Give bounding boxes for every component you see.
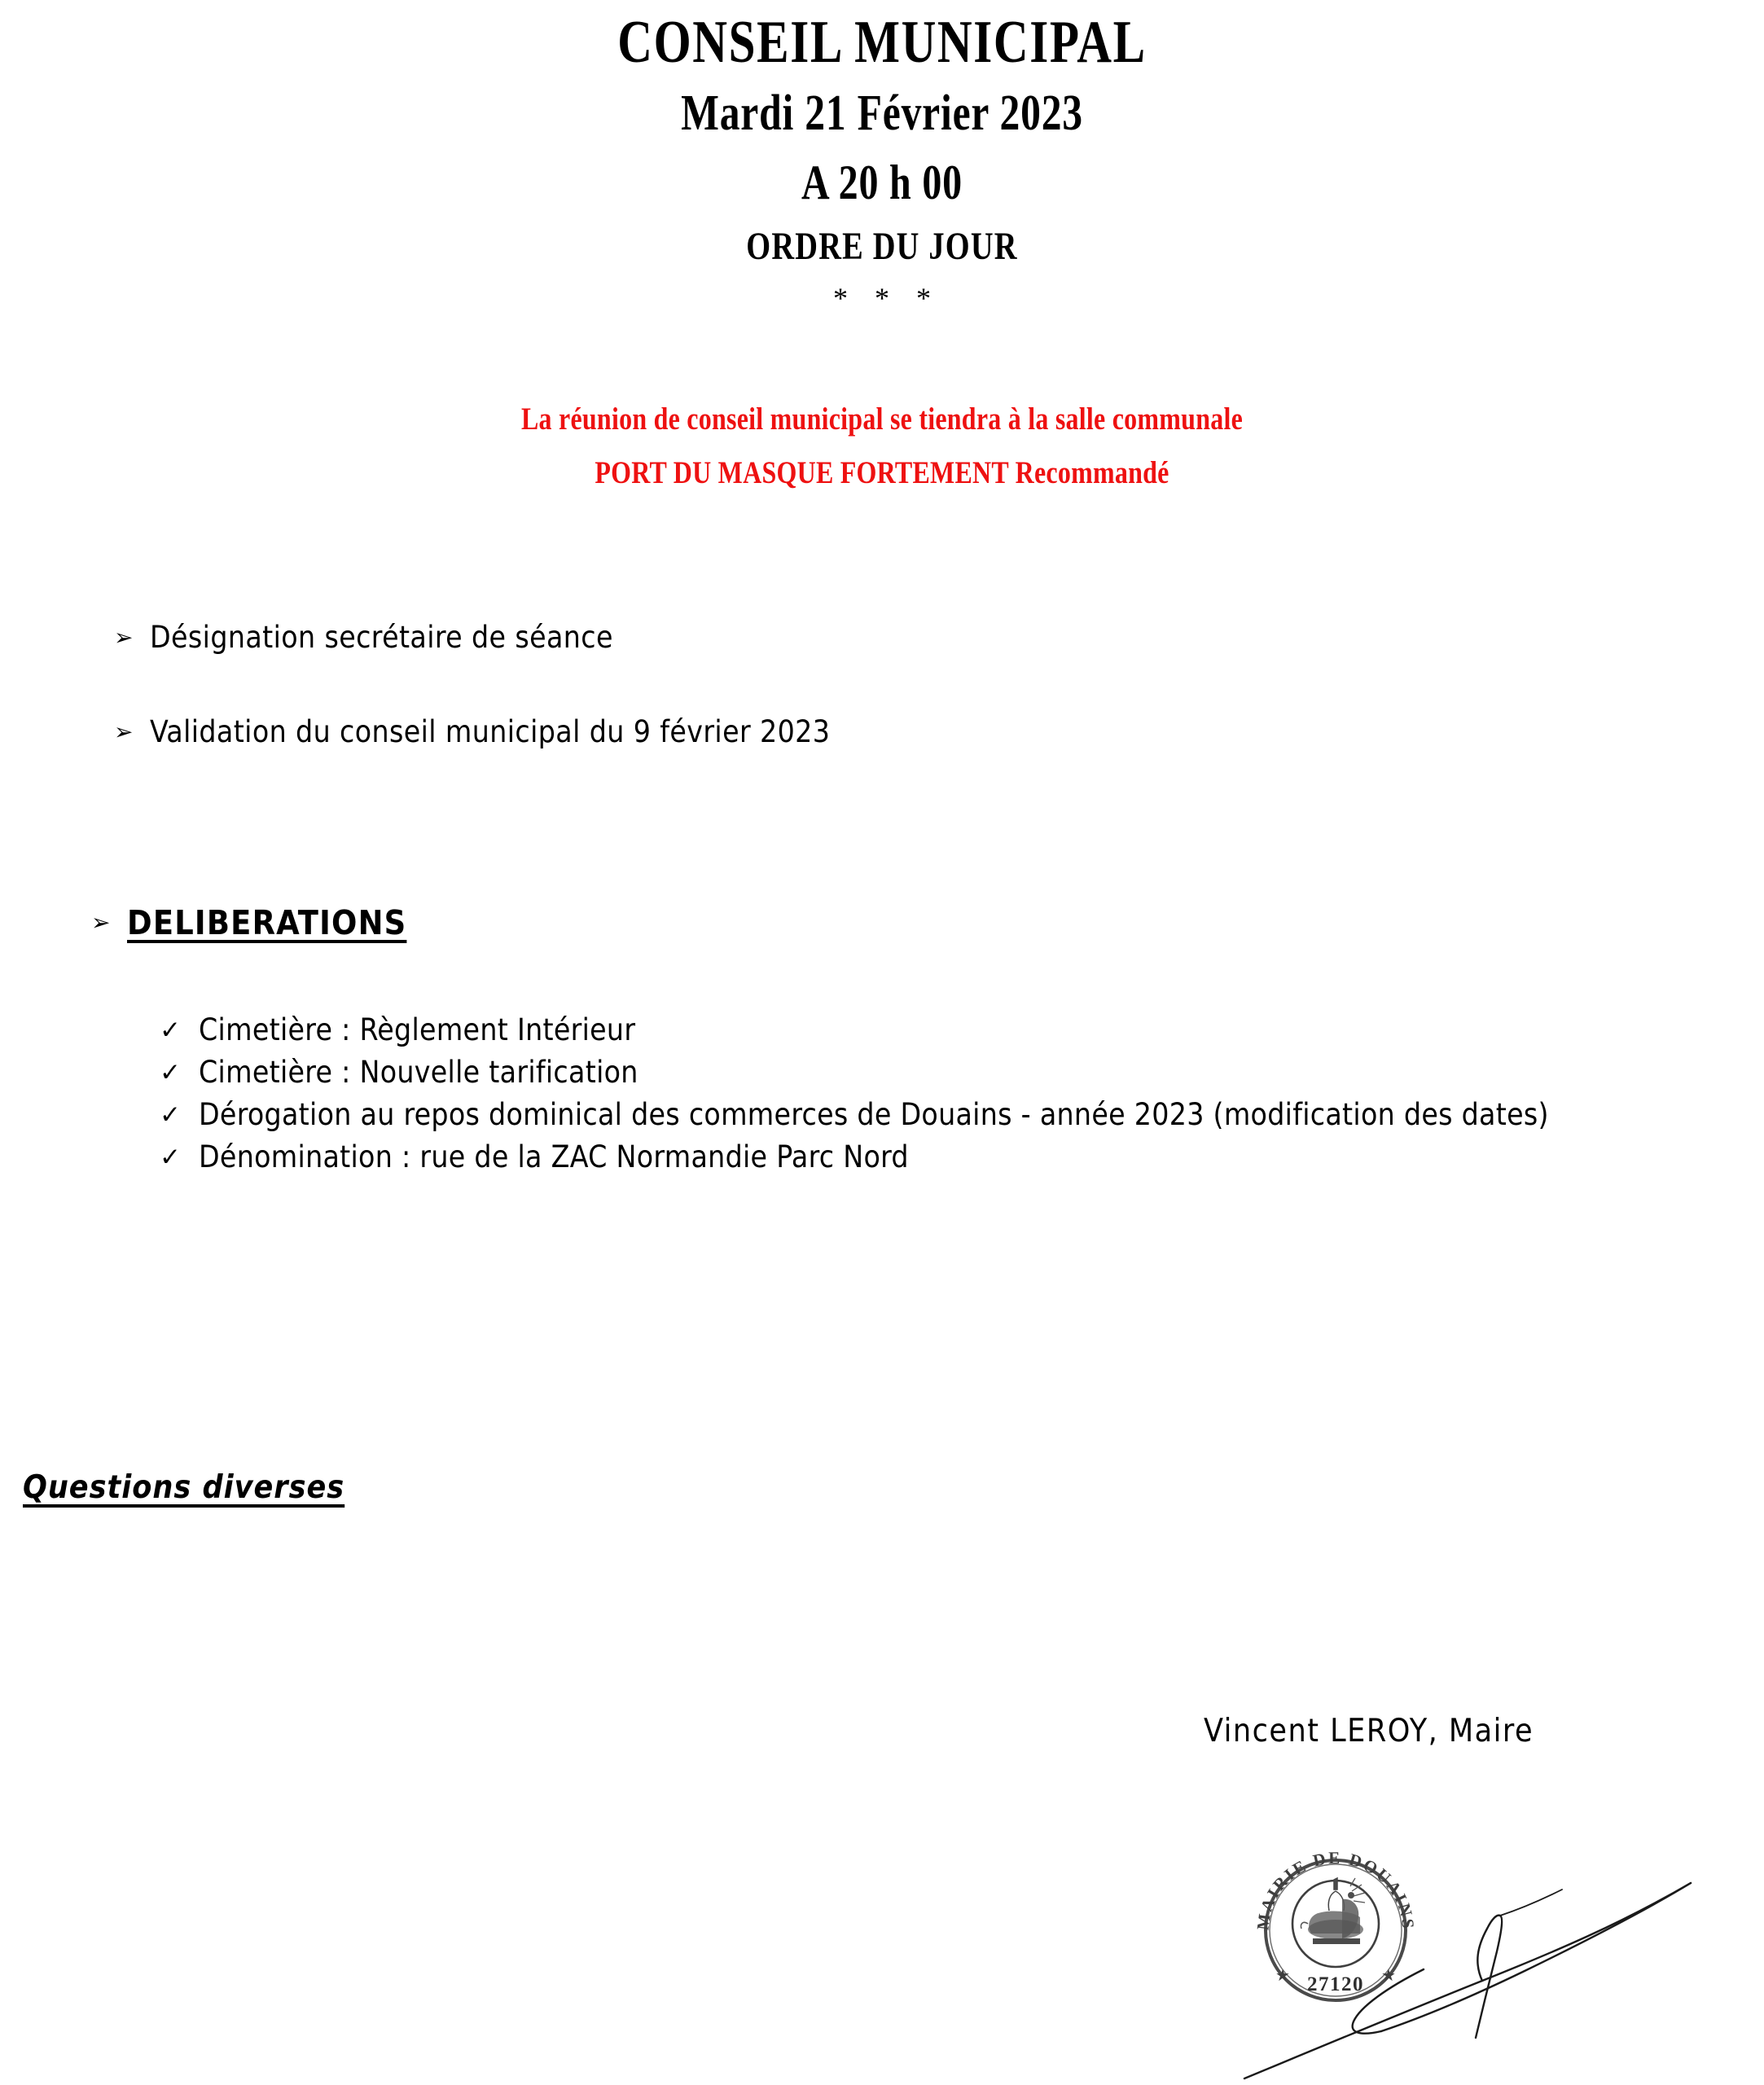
page-title: CONSEIL MUNICIPAL [617,9,1147,76]
seal-star-left-icon: ★ [1275,1965,1290,1985]
deliberations-section-header [91,902,406,943]
check-icon: ✓ [160,1058,181,1087]
check-icon: ✓ [160,1100,181,1130]
seal-postal-code: 27120 [1307,1973,1364,1995]
official-seal-and-signature [1238,1833,1743,2085]
list-item [160,1052,1642,1093]
document-header [0,7,1764,319]
separator-asterisks: * * * [833,282,941,314]
agenda-item-2-label: Validation du conseil municipal du 9 février 2023 [150,714,831,749]
agenda-item-1 [114,619,613,656]
deliberation-item-4-label: Dénomination : rue de la ZAC Normandie Parc Nord [199,1139,909,1174]
arrow-bullet-icon: ➢ [114,624,134,651]
deliberation-item-2-label: Cimetière : Nouvelle tarification [199,1055,638,1090]
list-item [160,1095,1642,1135]
agenda-heading: ORDRE DU JOUR [746,225,1018,268]
arrow-bullet-icon: ➢ [91,909,111,936]
meeting-time: A 20 h 00 [801,156,963,209]
list-item [160,1010,1642,1051]
seal-outer-text: MAIRIE DE DOUAINS [1253,1847,1419,1932]
meeting-date: Mardi 21 Février 2023 [681,86,1083,141]
check-icon: ✓ [160,1016,181,1045]
agenda-item-1-label: Désignation secrétaire de séance [150,620,613,655]
seal-star-right-icon: ★ [1381,1965,1396,1985]
deliberations-label: DELIBERATIONS [127,903,407,942]
notice-line-1: La réunion de conseil municipal se tiendra à la salle communale [520,402,1244,437]
deliberation-item-3-label: Dérogation au repos dominical des commerces de Douains - année 2023 (modification des dates) [199,1097,1549,1132]
deliberations-list [160,1010,1642,1179]
check-icon: ✓ [160,1143,181,1172]
list-item [160,1137,1642,1178]
deliberation-item-1-label: Cimetière : Règlement Intérieur [199,1012,636,1047]
notice-line-2: PORT DU MASQUE FORTEMENT Recommandé [595,455,1169,490]
arrow-bullet-icon: ➢ [114,718,134,745]
agenda-item-2 [114,713,830,751]
red-notice [0,393,1764,500]
questions-diverses-heading: Questions diverses [23,1469,345,1506]
signatory-name-title: Vincent LEROY, Maire [1204,1713,1534,1749]
